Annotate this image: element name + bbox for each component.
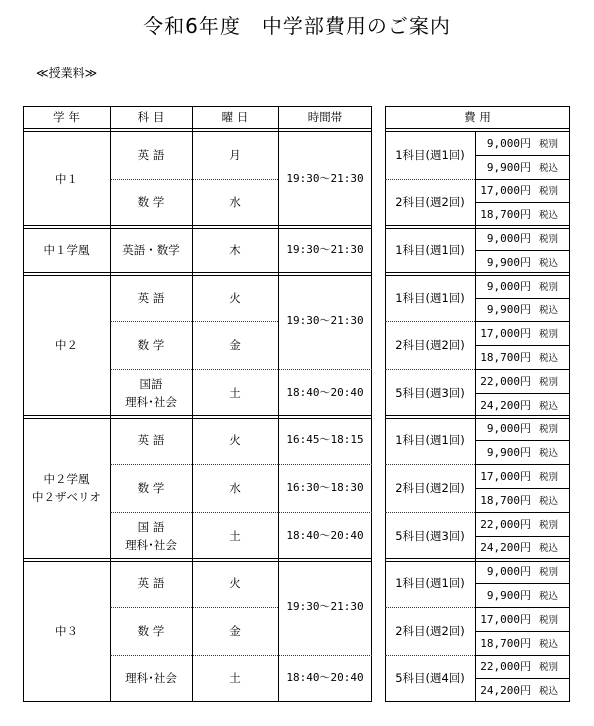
grade-cell (23, 417, 110, 560)
fee-label-cell: 1科目(週1回) (395, 242, 465, 257)
tax-label: 税込 (539, 400, 559, 412)
price-amount: 9,900円 (486, 589, 531, 603)
tax-label: 税込 (539, 591, 559, 603)
day-cell: 水 (229, 195, 241, 210)
subject-cell (110, 131, 192, 179)
price-divider (475, 440, 570, 441)
time-cell: 18:40～20:40 (286, 528, 364, 542)
tax-label: 税込 (539, 543, 559, 555)
day-cell: 火 (229, 576, 241, 591)
subject-cell (110, 417, 192, 465)
subject-cell (110, 179, 192, 227)
header-day: 曜 日 (221, 110, 249, 124)
fee-label-cell: 2科目(週2回) (395, 195, 465, 210)
cell-line: 数 学 (137, 338, 165, 353)
day-cell: 火 (229, 433, 241, 448)
subject-cell (110, 321, 192, 369)
price-amount: 22,000円 (480, 374, 531, 388)
price-amount: 18,700円 (480, 636, 531, 650)
price-amount: 9,900円 (486, 160, 531, 174)
day-cell: 金 (229, 623, 241, 638)
subject-cell (110, 512, 192, 560)
price-amount: 9,000円 (486, 136, 531, 150)
header-divider (23, 128, 372, 129)
price-cell (475, 250, 567, 274)
price-cell (475, 655, 567, 679)
section-label: ≪授業料≫ (36, 66, 98, 80)
tax-label: 税別 (539, 281, 559, 293)
cell-line: 国 語 (137, 519, 165, 534)
day-cell: 火 (229, 290, 241, 305)
price-amount: 24,200円 (480, 684, 531, 698)
price-cell (475, 345, 567, 369)
price-amount: 18,700円 (480, 493, 531, 507)
tax-label: 税別 (539, 138, 559, 150)
price-cell (475, 393, 567, 417)
cell-line: 英語・数学 (122, 242, 180, 257)
price-divider (475, 536, 570, 537)
fee-label-cell: 1科目(週1回) (395, 433, 465, 448)
price-divider (475, 298, 570, 299)
cell-line: 中２学凰 (43, 471, 90, 486)
tax-label: 税別 (539, 329, 559, 341)
cell-line: 数 学 (137, 195, 165, 210)
price-amount: 9,900円 (486, 446, 531, 460)
cell-line: 中２ (55, 338, 78, 353)
tax-label: 税別 (539, 186, 559, 198)
subject-cell (110, 559, 192, 607)
tax-label: 税込 (539, 638, 559, 650)
time-cell: 16:45～18:15 (286, 433, 364, 447)
price-cell (475, 678, 567, 702)
cell-line: 国語 (139, 376, 163, 391)
time-cell: 19:30～21:30 (286, 171, 364, 185)
day-cell: 水 (229, 480, 241, 495)
header-divider (385, 128, 570, 129)
price-amount: 17,000円 (480, 470, 531, 484)
cell-line: 英 語 (137, 147, 165, 162)
price-cell (475, 274, 567, 298)
grade-cell (23, 131, 110, 226)
tax-label: 税込 (539, 257, 559, 269)
tax-label: 税別 (539, 376, 559, 388)
price-amount: 17,000円 (480, 612, 531, 626)
day-cell: 土 (229, 528, 241, 543)
price-cell (475, 298, 567, 322)
time-cell: 19:30～21:30 (286, 599, 364, 613)
time-cell: 19:30～21:30 (286, 242, 364, 256)
fee-label-cell: 2科目(週2回) (395, 623, 465, 638)
price-amount: 17,000円 (480, 184, 531, 198)
day-cell: 月 (229, 147, 241, 162)
price-cell (475, 202, 567, 226)
subject-cell (110, 464, 192, 512)
subject-cell (110, 226, 192, 274)
day-cell: 土 (229, 385, 241, 400)
fee-label-cell: 1科目(週1回) (395, 576, 465, 591)
tax-label: 税込 (539, 686, 559, 698)
day-cell: 土 (229, 671, 241, 686)
tax-label: 税込 (539, 495, 559, 507)
subject-cell (110, 274, 192, 322)
grade-cell (23, 226, 110, 274)
cell-line: 英 語 (137, 433, 165, 448)
price-amount: 24,200円 (480, 398, 531, 412)
tax-label: 税込 (539, 448, 559, 460)
price-cell (475, 179, 567, 203)
price-divider (475, 345, 570, 346)
subject-cell (110, 369, 192, 417)
time-cell: 18:40～20:40 (286, 385, 364, 399)
tax-label: 税別 (539, 662, 559, 674)
header-grade: 学 年 (53, 110, 80, 124)
cell-line: 中１学凰 (43, 242, 90, 257)
tax-label: 税込 (539, 162, 559, 174)
price-cell (475, 321, 567, 345)
tax-label: 税別 (539, 567, 559, 579)
tax-label: 税別 (539, 519, 559, 531)
fee-label-cell: 2科目(週2回) (395, 338, 465, 353)
price-cell (475, 155, 567, 179)
cell-line: 英 語 (137, 290, 165, 305)
price-amount: 9,900円 (486, 303, 531, 317)
time-cell: 18:40～20:40 (286, 671, 364, 685)
subject-cell (110, 655, 192, 703)
price-cell (475, 631, 567, 655)
price-cell (475, 369, 567, 393)
fee-label-cell: 5科目(週3回) (395, 385, 465, 400)
price-divider (475, 393, 570, 394)
price-divider (475, 488, 570, 489)
day-cell: 金 (229, 338, 241, 353)
price-amount: 17,000円 (480, 327, 531, 341)
price-amount: 9,000円 (486, 232, 531, 246)
tax-label: 税込 (539, 353, 559, 365)
price-amount: 9,000円 (486, 422, 531, 436)
subject-cell (110, 607, 192, 655)
price-divider (475, 155, 570, 156)
fee-label-cell: 5科目(週4回) (395, 671, 465, 686)
price-cell (475, 131, 567, 155)
price-amount: 9,900円 (486, 255, 531, 269)
grade-cell (23, 559, 110, 702)
price-divider (475, 202, 570, 203)
price-divider (475, 250, 570, 251)
price-amount: 24,200円 (480, 541, 531, 555)
cell-line: 中３ (55, 623, 78, 638)
tax-label: 税別 (539, 472, 559, 484)
fee-label-cell: 1科目(週1回) (395, 147, 465, 162)
grade-cell (23, 274, 110, 417)
price-cell (475, 536, 567, 560)
price-cell (475, 440, 567, 464)
price-amount: 9,000円 (486, 279, 531, 293)
price-cell (475, 583, 567, 607)
price-cell (475, 417, 567, 441)
time-cell: 16:30～18:30 (286, 480, 364, 494)
cell-line: 理科･社会 (125, 394, 177, 409)
cell-line: 理科･社会 (125, 671, 177, 686)
tax-label: 税別 (539, 424, 559, 436)
fee-label-cell: 2科目(週2回) (395, 480, 465, 495)
price-amount: 18,700円 (480, 208, 531, 222)
time-cell: 19:30～21:30 (286, 314, 364, 328)
tax-label: 税別 (539, 234, 559, 246)
tax-label: 税別 (539, 614, 559, 626)
fee-label-cell: 5科目(週3回) (395, 528, 465, 543)
price-cell (475, 488, 567, 512)
price-cell (475, 559, 567, 583)
price-amount: 22,000円 (480, 517, 531, 531)
cell-line: 数 学 (137, 480, 165, 495)
price-cell (475, 512, 567, 536)
cell-line: 数 学 (137, 623, 165, 638)
header-fee: 費 用 (464, 110, 491, 124)
price-cell (475, 464, 567, 488)
header-time: 時間帯 (307, 110, 343, 124)
cell-line: 中２ザベリオ (32, 489, 101, 504)
price-cell (475, 607, 567, 631)
tax-label: 税込 (539, 210, 559, 222)
header-subject: 科 目 (137, 110, 165, 124)
price-amount: 9,000円 (486, 565, 531, 579)
price-cell (475, 226, 567, 250)
cell-line: 理科･社会 (125, 537, 177, 552)
price-amount: 22,000円 (480, 660, 531, 674)
page-title: 令和6年度 中学部費用のご案内 (143, 14, 451, 38)
fee-label-cell: 1科目(週1回) (395, 290, 465, 305)
price-divider (475, 678, 570, 679)
tax-label: 税込 (539, 305, 559, 317)
day-cell: 木 (229, 242, 241, 257)
price-divider (475, 583, 570, 584)
cell-line: 英 語 (137, 576, 165, 591)
price-amount: 18,700円 (480, 351, 531, 365)
price-divider (475, 631, 570, 632)
cell-line: 中１ (55, 171, 78, 186)
